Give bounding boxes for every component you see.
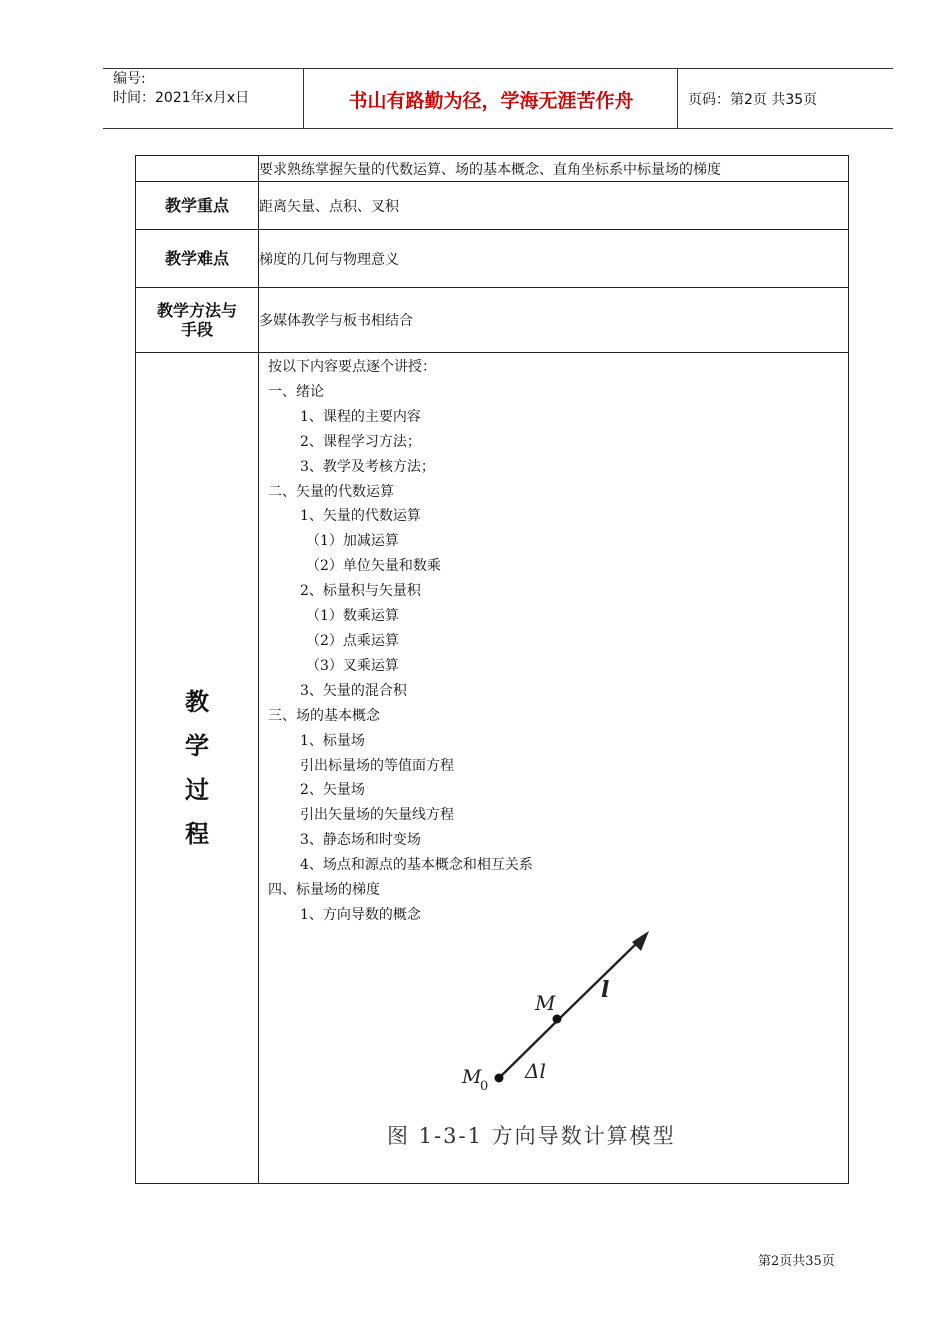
table-row <box>136 230 849 288</box>
outline-line: 3、矢量的混合积 <box>300 682 407 699</box>
key-points-value: 距离矢量、点积、叉积 <box>259 182 849 230</box>
outline-line: 三、场的基本概念 <box>268 707 380 724</box>
methods-label-line2: 手段 <box>180 320 213 339</box>
outline-line: 3、静态场和时变场 <box>300 832 421 849</box>
header-divider <box>303 69 304 129</box>
table-row <box>136 156 849 182</box>
difficulties-value: 梯度的几何与物理意义 <box>259 230 849 288</box>
arrow-head-icon <box>632 931 649 951</box>
outline-line: （2）点乘运算 <box>306 632 399 649</box>
outline-line: 3、教学及考核方法； <box>300 458 435 475</box>
table-row <box>136 288 849 353</box>
outline-line: 四、标量场的梯度 <box>268 882 380 899</box>
label-m0: M <box>462 1065 482 1088</box>
process-char: 过 <box>185 775 209 804</box>
table-row <box>136 182 849 230</box>
outline-line: （3）叉乘运算 <box>306 657 399 674</box>
table-row <box>136 353 849 1184</box>
outline-line: 1、方向导数的概念 <box>300 906 421 923</box>
outline-line: 1、课程的主要内容 <box>300 408 421 425</box>
process-label-vertical <box>136 680 258 856</box>
outline-line: 引出矢量场的矢量线方程 <box>300 807 454 824</box>
empty-label-cell <box>136 156 259 182</box>
lesson-table <box>135 155 849 1184</box>
figure-caption: 图 1-3-1 方向导数计算模型 <box>387 1123 676 1148</box>
label-m0-subscript: 0 <box>480 1078 489 1094</box>
methods-label-line1: 教学方法与 <box>156 301 237 320</box>
process-outline <box>259 353 848 928</box>
header-divider <box>677 69 678 129</box>
date-label: 时间：2021年x月x日 <box>113 90 250 106</box>
page-footer: 第2页共35页 <box>758 1254 835 1269</box>
outline-line: 2、矢量场 <box>300 782 365 799</box>
outline-line: 按以下内容要点逐个讲授： <box>268 359 436 375</box>
process-content <box>259 353 849 1184</box>
outline-line: 二、矢量的代数运算 <box>268 483 394 500</box>
key-points-label: 教学重点 <box>136 182 259 230</box>
outline-line: 2、课程学习方法； <box>300 433 421 450</box>
point-m0 <box>495 1073 504 1082</box>
direction-line-l <box>559 941 639 1019</box>
header-page-label: 页码：第2页 共35页 <box>688 92 818 108</box>
label-delta-l: Δl <box>525 1058 546 1083</box>
header-info <box>113 70 249 108</box>
header-bottom-rule <box>103 128 893 129</box>
header-motto: 书山有路勤为径，学海无涯苦作舟 <box>348 89 634 112</box>
outline-line: 1、矢量的代数运算 <box>300 508 421 525</box>
outline-line: 引出标量场的等值面方程 <box>300 757 454 774</box>
outline-line: （2）单位矢量和数乘 <box>306 558 441 575</box>
process-char: 程 <box>185 819 209 848</box>
outline-line: 4、场点和源点的基本概念和相互关系 <box>300 857 533 874</box>
process-char: 学 <box>185 731 209 760</box>
outline-line: （1）数乘运算 <box>306 608 399 625</box>
methods-value: 多媒体教学与板书相结合 <box>259 288 849 353</box>
difficulties-label: 教学难点 <box>136 230 259 288</box>
header-top-rule <box>103 68 893 69</box>
point-m <box>553 1014 562 1023</box>
number-label: 编号: <box>113 71 146 87</box>
label-l: l <box>601 976 610 1003</box>
methods-label <box>136 288 259 353</box>
outline-line: 2、标量积与矢量积 <box>300 583 421 600</box>
label-m: M <box>535 990 556 1015</box>
process-label <box>136 353 259 1184</box>
requirement-text: 要求熟练掌握矢量的代数运算、场的基本概念、直角坐标系中标量场的梯度 <box>259 156 849 182</box>
outline-line: 一、绪论 <box>268 383 324 400</box>
figure-diagram <box>259 928 849 1183</box>
outline-line: 1、标量场 <box>300 732 365 749</box>
directional-derivative-figure <box>259 928 848 1183</box>
process-char: 教 <box>185 687 209 716</box>
outline-line: （1）加减运算 <box>306 533 399 550</box>
